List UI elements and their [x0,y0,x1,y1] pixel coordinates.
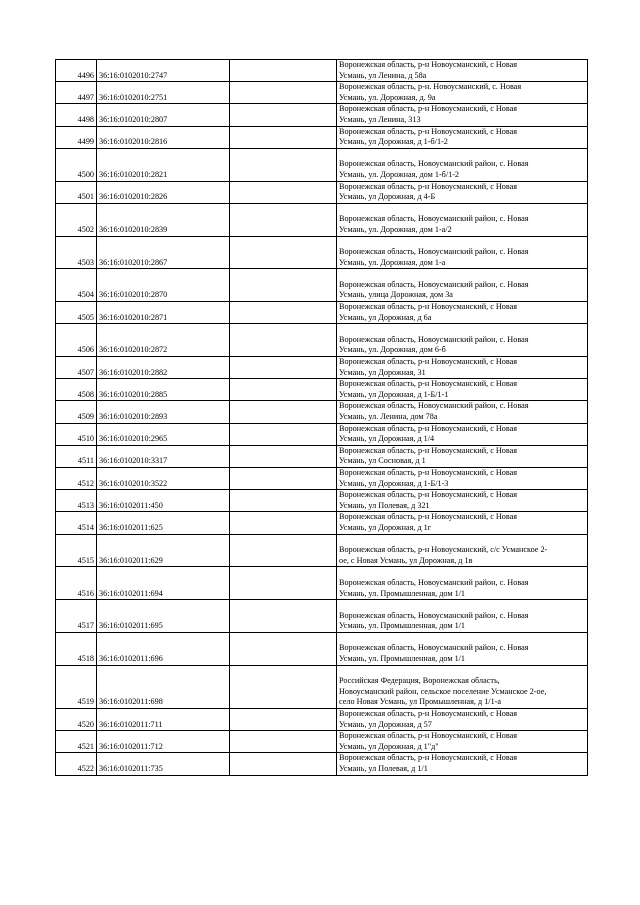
empty-cell [230,126,337,148]
empty-cell [230,203,337,236]
cadastral-number-cell: 36:16:0102010:3522 [97,467,230,489]
table-row [56,302,588,324]
cadastral-number-cell: 36:16:0102010:2965 [97,423,230,445]
empty-cell [230,567,337,600]
address-line [339,666,585,677]
cadastral-number-cell: 36:16:0102010:2871 [97,302,230,324]
table-row [56,148,588,181]
address-line: Усмань, ул Дорожная, д 1-б/1-2 [339,137,448,147]
row-number-cell: 4496 [56,60,97,82]
address-line: Усмань, улица Дорожная, дом 3а [339,290,453,300]
address-line: Воронежская область, р-н Новоусманский, с Новая [339,104,518,114]
address-line [339,600,585,611]
address-line: Воронежская область, р-н Новоусманский, с Новая [339,126,518,136]
row-number-cell: 4502 [56,203,97,236]
empty-cell [230,60,337,82]
cadastral-number-cell: 36:16:0102010:2882 [97,357,230,379]
cadastral-number-cell: 36:16:0102011:735 [97,753,230,775]
cadastral-number-cell: 36:16:0102011:698 [97,665,230,708]
address-line [339,324,585,335]
cadastral-number-cell: 36:16:0102010:2807 [97,104,230,126]
row-number-cell: 4516 [56,567,97,600]
empty-cell [230,82,337,104]
address-line: Усмань, ул. Дорожная, дом 6-б [339,345,446,355]
address-cell [337,731,588,753]
table-row [56,203,588,236]
table-row [56,600,588,633]
row-number-cell: 4518 [56,632,97,665]
cadastral-number-cell: 36:16:0102011:450 [97,490,230,512]
address-line: Воронежская область, р-н Новоусманский, с Новая [339,467,518,477]
row-number-cell: 4504 [56,269,97,302]
row-number-cell: 4515 [56,534,97,567]
empty-cell [230,148,337,181]
address-line: Воронежская область, Новоусманский район, с. Новая [339,334,529,344]
address-line: Воронежская область, р-н Новоусманский, с Новая [339,379,518,389]
address-cell [337,104,588,126]
address-cell [337,236,588,269]
row-number-cell: 4507 [56,357,97,379]
address-line: Воронежская область, Новоусманский район, с. Новая [339,643,529,653]
table-row [56,534,588,567]
empty-cell [230,490,337,512]
address-cell [337,126,588,148]
row-number-cell: 4506 [56,324,97,357]
table-row [56,423,588,445]
row-number-cell: 4500 [56,148,97,181]
address-line: Воронежская область, р-н Новоусманский, с Новая [339,181,518,191]
address-cell [337,302,588,324]
address-line [339,567,585,578]
address-line: Воронежская область, р-н Новоусманский, с Новая [339,423,518,433]
empty-cell [230,632,337,665]
address-cell [337,82,588,104]
empty-cell [230,236,337,269]
address-cell [337,379,588,401]
address-cell [337,600,588,633]
address-line: Воронежская область, р-н Новоусманский, с Новая [339,357,518,367]
address-line: Воронежская область, р-н Новоусманский, с Новая [339,302,518,312]
address-cell [337,632,588,665]
address-line [339,269,585,280]
address-line: Воронежская область, р-н Новоусманский, с Новая [339,709,518,719]
empty-cell [230,379,337,401]
address-line: Усмань, ул Дорожная, д 1"д" [339,741,439,751]
address-line: Усмань, ул Ленина, д 58а [339,70,427,80]
address-cell [337,269,588,302]
cadastral-number-cell: 36:16:0102010:2867 [97,236,230,269]
address-line: Воронежская область, р-н Новоусманский, с Новая [339,445,518,455]
empty-cell [230,181,337,203]
cadastral-number-cell: 36:16:0102010:2747 [97,60,230,82]
address-line: Усмань, ул Дорожная, д 57 [339,719,432,729]
address-line: Усмань, ул Полевая, д 321 [339,500,430,510]
cadastral-number-cell: 36:16:0102011:695 [97,600,230,633]
address-cell [337,534,588,567]
address-line: село Новая Усмань, ул Промышленная, д 1/1-а [339,697,502,707]
address-line [339,204,585,215]
address-cell [337,445,588,467]
address-line: Усмань, ул Сосновая, д 1 [339,456,426,466]
cadastral-number-cell: 36:16:0102010:2870 [97,269,230,302]
cadastral-number-cell: 36:16:0102011:629 [97,534,230,567]
row-number-cell: 4498 [56,104,97,126]
row-number-cell: 4520 [56,709,97,731]
row-number-cell: 4512 [56,467,97,489]
registry-table [55,59,588,776]
address-line: Воронежская область, р-н Новоусманский, с Новая [339,490,518,500]
table-row [56,181,588,203]
table-row [56,731,588,753]
address-line [339,237,585,248]
empty-cell [230,753,337,775]
address-line: Усмань, ул Дорожная, д 1-Б/1-3 [339,478,449,488]
table-row [56,236,588,269]
address-line: Воронежская область, р-н Новоусманский, с Новая [339,60,518,69]
empty-cell [230,302,337,324]
cadastral-number-cell: 36:16:0102010:2893 [97,401,230,423]
address-line: Воронежская область, Новоусманский район, с. Новая [339,159,529,169]
cadastral-number-cell: 36:16:0102010:2885 [97,379,230,401]
empty-cell [230,401,337,423]
address-line: Воронежская область, р-н Новоусманский, с Новая [339,753,518,763]
address-line: Воронежская область, Новоусманский район, с. Новая [339,279,529,289]
address-line: Воронежская область, р-н Новоусманский, с/с Усманское 2- [339,545,548,555]
address-cell [337,753,588,775]
empty-cell [230,534,337,567]
empty-cell [230,324,337,357]
row-number-cell: 4510 [56,423,97,445]
address-cell [337,203,588,236]
cadastral-number-cell: 36:16:0102010:2839 [97,203,230,236]
table-row [56,490,588,512]
address-line: Усмань, ул. Дорожная, дом 1-а/2 [339,224,452,234]
address-line: Усмань, ул Дорожная, д 1г [339,522,432,532]
row-number-cell: 4514 [56,512,97,534]
address-cell [337,148,588,181]
address-line: Усмань, ул Дорожная, д 4-Б [339,192,436,202]
row-number-cell: 4503 [56,236,97,269]
address-line: Воронежская область, Новоусманский район, с. Новая [339,610,529,620]
address-cell [337,357,588,379]
cadastral-number-cell: 36:16:0102011:625 [97,512,230,534]
empty-cell [230,423,337,445]
address-cell [337,181,588,203]
table-row [56,357,588,379]
table-row [56,467,588,489]
table-row [56,60,588,82]
table-row [56,82,588,104]
address-line: Усмань, ул Дорожная, д 6а [339,312,432,322]
address-line: Усмань, ул Дорожная, 31 [339,367,426,377]
address-line: Усмань, ул. Дорожная, д. 9а [339,92,436,102]
table-row [56,104,588,126]
address-line: Усмань, ул Дорожная, д 1-Б/1-1 [339,389,449,399]
table-row [56,445,588,467]
table-row [56,567,588,600]
table-row [56,753,588,775]
address-cell [337,567,588,600]
address-cell [337,423,588,445]
table-row [56,324,588,357]
row-number-cell: 4509 [56,401,97,423]
address-cell [337,60,588,82]
address-line: Воронежская область, Новоусманский район, с. Новая [339,214,529,224]
cadastral-number-cell: 36:16:0102010:2872 [97,324,230,357]
address-cell [337,512,588,534]
address-line: Усмань, ул Полевая, д 1/1 [339,764,428,773]
cadastral-number-cell: 36:16:0102010:3317 [97,445,230,467]
empty-cell [230,709,337,731]
address-line: Усмань, ул. Промышленная, дом 1/1 [339,588,466,598]
address-line: Воронежская область, Новоусманский район, с. Новая [339,577,529,587]
address-line: Воронежская область, р-н Новоусманский, с Новая [339,512,518,522]
empty-cell [230,445,337,467]
cadastral-number-cell: 36:16:0102010:2826 [97,181,230,203]
address-cell [337,467,588,489]
address-line: Российская Федерация, Воронежская область, [339,676,500,686]
table-row [56,379,588,401]
cadastral-number-cell: 36:16:0102010:2751 [97,82,230,104]
cadastral-number-cell: 36:16:0102011:696 [97,632,230,665]
empty-cell [230,665,337,708]
address-line: Усмань, ул. Промышленная, дом 1/1 [339,621,466,631]
address-line: Усмань, ул. Ленина, дом 78а [339,412,438,421]
cadastral-number-cell: 36:16:0102011:711 [97,709,230,731]
empty-cell [230,731,337,753]
row-number-cell: 4519 [56,665,97,708]
cadastral-number-cell: 36:16:0102010:2816 [97,126,230,148]
row-number-cell: 4522 [56,753,97,775]
address-cell [337,709,588,731]
table-row [56,709,588,731]
cadastral-number-cell: 36:16:0102011:712 [97,731,230,753]
empty-cell [230,104,337,126]
table-row [56,665,588,708]
address-line: Воронежская область, Новоусманский район, с. Новая [339,247,529,257]
registry-table-body [56,60,588,776]
row-number-cell: 4497 [56,82,97,104]
cadastral-number-cell: 36:16:0102011:694 [97,567,230,600]
row-number-cell: 4511 [56,445,97,467]
table-row [56,269,588,302]
row-number-cell: 4521 [56,731,97,753]
table-row [56,632,588,665]
address-line: Усмань, ул. Дорожная, дом 1-а [339,257,446,267]
table-row [56,401,588,423]
address-line [339,535,585,546]
address-line: Воронежская область, Новоусманский район, с. Новая [339,401,529,411]
row-number-cell: 4517 [56,600,97,633]
empty-cell [230,512,337,534]
address-line: Усмань, ул. Промышленная, дом 1/1 [339,654,466,664]
empty-cell [230,600,337,633]
table-row [56,512,588,534]
row-number-cell: 4513 [56,490,97,512]
empty-cell [230,467,337,489]
address-line: Новоусманский район, сельское поселение Усманское 2-ое, [339,686,547,696]
row-number-cell: 4501 [56,181,97,203]
row-number-cell: 4508 [56,379,97,401]
table-row [56,126,588,148]
address-cell [337,665,588,708]
empty-cell [230,269,337,302]
address-line: Усмань, ул Ленина, 313 [339,114,421,124]
address-line: Воронежская область, р-н Новоусманский, с Новая [339,731,518,741]
address-line [339,149,585,160]
address-line [339,633,585,644]
address-line: ое, с Новая Усмань, ул Дорожная, д 1в [339,555,473,565]
address-line: Усмань, ул. Дорожная, дом 1-б/1-2 [339,169,460,179]
cadastral-number-cell: 36:16:0102010:2821 [97,148,230,181]
empty-cell [230,357,337,379]
address-cell [337,490,588,512]
address-line: Усмань, ул Дорожная, д 1/4 [339,434,435,444]
row-number-cell: 4505 [56,302,97,324]
address-cell [337,401,588,423]
row-number-cell: 4499 [56,126,97,148]
address-cell [337,324,588,357]
address-line: Воронежская область, р-н. Новоусманский, с. Новая [339,82,522,92]
